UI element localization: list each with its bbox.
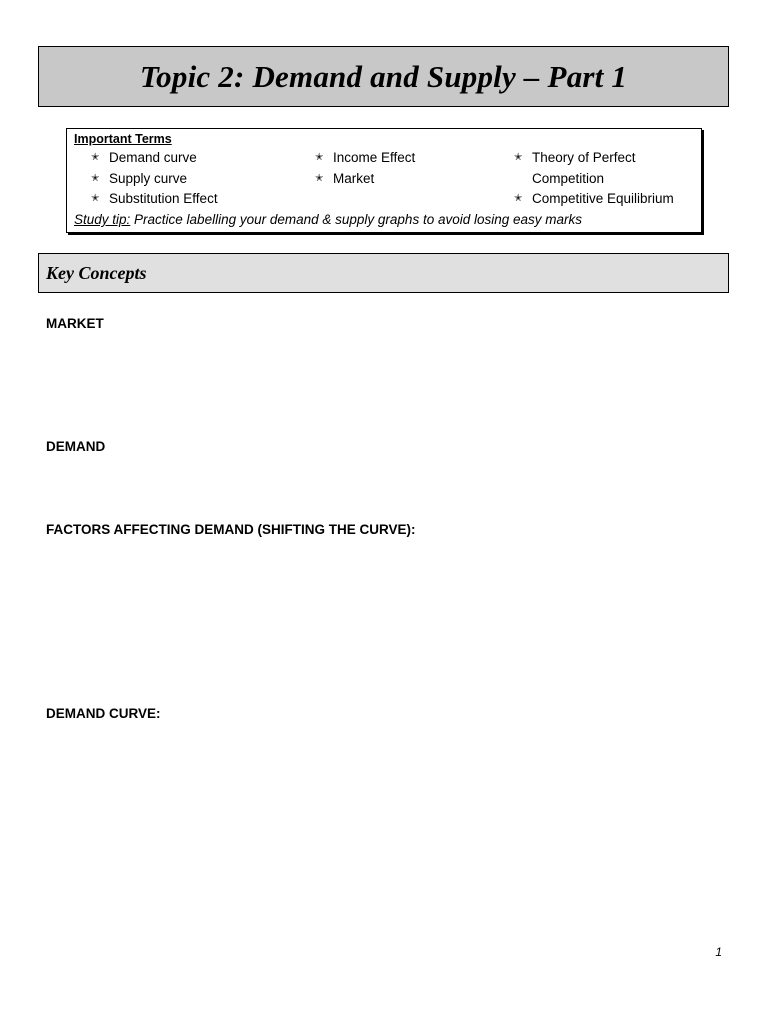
star-icon: ✭ <box>315 152 324 163</box>
section-heading-factors: FACTORS AFFECTING DEMAND (SHIFTING THE CURVE): <box>46 522 416 537</box>
star-icon: ✭ <box>514 152 523 163</box>
term-item: ✭ Income Effect <box>315 148 415 169</box>
key-concepts-heading: Key Concepts <box>46 262 147 283</box>
term-item: ✭ Market <box>315 169 415 190</box>
study-tip-text: Practice labelling your demand & supply graphs to avoid losing easy marks <box>130 212 583 227</box>
key-concepts-banner <box>38 253 729 293</box>
terms-column-1 <box>91 148 218 210</box>
section-heading-demand-curve: DEMAND CURVE: <box>46 706 161 721</box>
important-terms-box <box>66 128 702 233</box>
term-item: ✭ Theory of Perfect Competition <box>514 150 636 186</box>
terms-column-3 <box>514 148 704 210</box>
study-tip <box>74 210 701 230</box>
term-item: ✭ Substitution Effect <box>91 189 218 210</box>
terms-column-2 <box>315 148 415 189</box>
star-icon: ✭ <box>91 172 100 184</box>
star-icon: ✭ <box>514 193 523 204</box>
star-icon: ✭ <box>91 152 100 163</box>
page-number: 1 <box>715 945 722 959</box>
section-heading-demand: DEMAND <box>46 439 106 454</box>
section-heading-market: MARKET <box>46 316 104 331</box>
terms-columns <box>74 148 701 210</box>
star-icon: ✭ <box>91 193 100 204</box>
study-tip-label: Study tip: <box>74 212 131 227</box>
term-item: ✭ Demand curve <box>91 148 218 169</box>
important-terms-heading: Important Terms <box>74 132 172 146</box>
page-title: Topic 2: Demand and Supply – Part 1 <box>139 58 628 94</box>
term-item: ✭ Supply curve <box>91 169 218 190</box>
term-item: ✭ Competitive Equilibrium <box>514 189 704 210</box>
star-icon: ✭ <box>315 172 324 184</box>
title-banner <box>38 46 729 107</box>
